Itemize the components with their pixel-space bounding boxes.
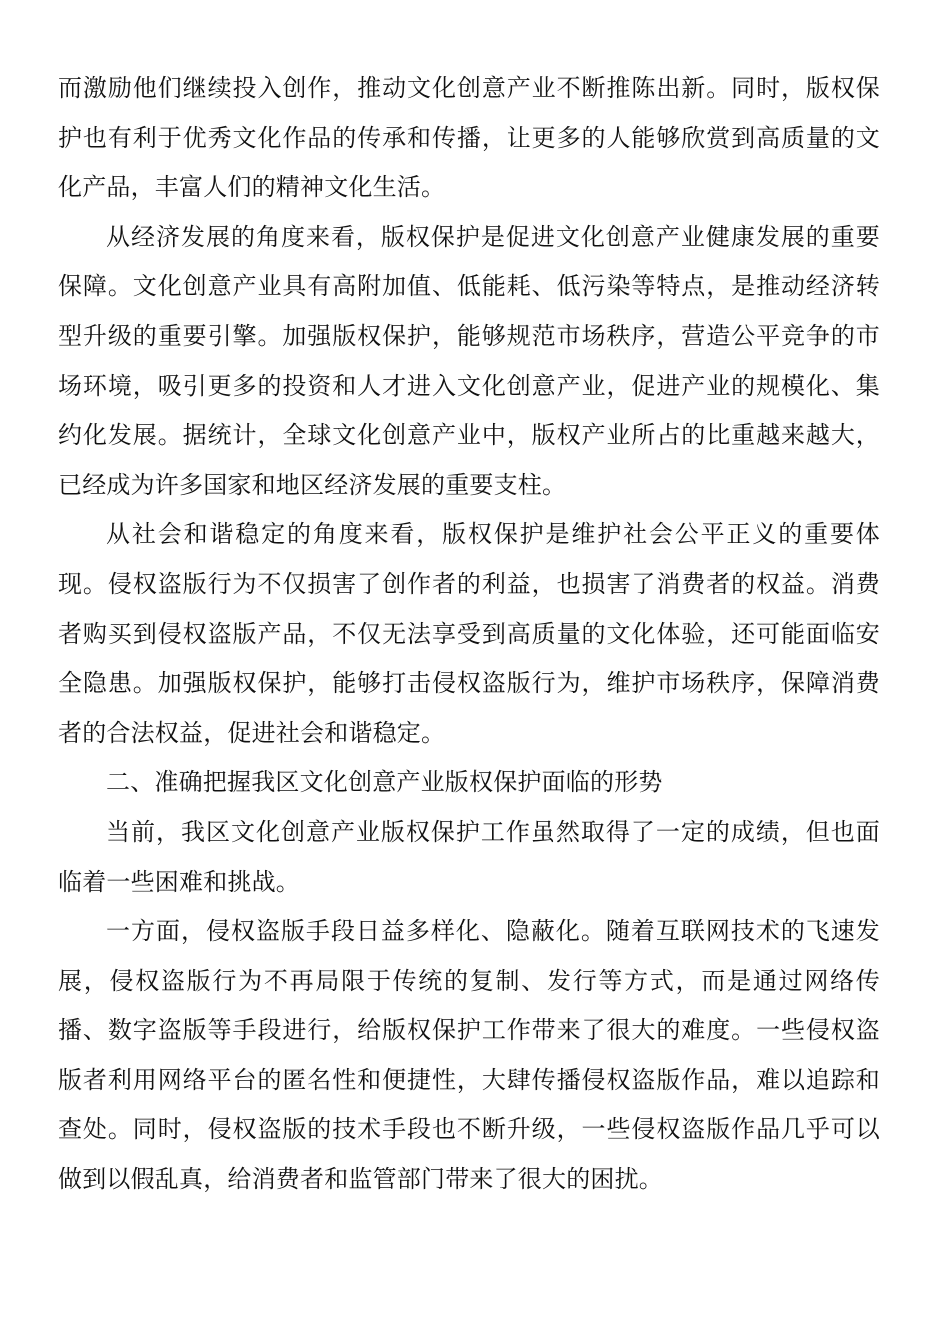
paragraph-continuation: 而激励他们继续投入创作，推动文化创意产业不断推陈出新。同时，版权保护也有利于优秀文化作品的传承和传播，让更多的人能够欣赏到高质量的文化产品，丰富人们的精神文化生活。 [58,74,880,202]
document-body [58,64,880,1205]
paragraph-social-harmony: 从社会和谐稳定的角度来看，版权保护是维护社会公平正义的重要体现。侵权盗版行为不仅损害了创作者的利益，也损害了消费者的权益。消费者购买到侵权盗版产品，不仅无法享受到高质量的文化体验，还可能面临安全隐患。加强版权保护，能够打击侵权盗版行为，维护市场秩序，保障消费者的合法权益，促进社会和谐稳定。 [58,520,880,747]
paragraph-current-situation: 当前，我区文化创意产业版权保护工作虽然取得了一定的成绩，但也面临着一些困难和挑战。 [58,817,880,896]
paragraph-economic-development: 从经济发展的角度来看，版权保护是促进文化创意产业健康发展的重要保障。文化创意产业具有高附加值、低能耗、低污染等特点，是推动经济转型升级的重要引擎。加强版权保护，能够规范市场秩序，营造公平竞争的市场环境，吸引更多的投资和人才进入文化创意产业，促进产业的规模化、集约化发展。据统计，全球文化创意产业中，版权产业所占的比重越来越大，已经成为许多国家和地区经济发展的重要支柱。 [58,222,880,499]
section-heading: 二、准确把握我区文化创意产业版权保护面临的形势 [106,768,663,797]
paragraph-piracy-methods: 一方面，侵权盗版手段日益多样化、隐蔽化。随着互联网技术的飞速发展，侵权盗版行为不再局限于传统的复制、发行等方式，而是通过网络传播、数字盗版等手段进行，给版权保护工作带来了很大的难度。一些侵权盗版者利用网络平台的匿名性和便捷性，大肆传播侵权盗版作品，难以追踪和查处。同时，侵权盗版的技术手段也不断升级，一些侵权盗版作品几乎可以做到以假乱真，给消费者和监管部门带来了很大的困扰。 [58,917,880,1194]
